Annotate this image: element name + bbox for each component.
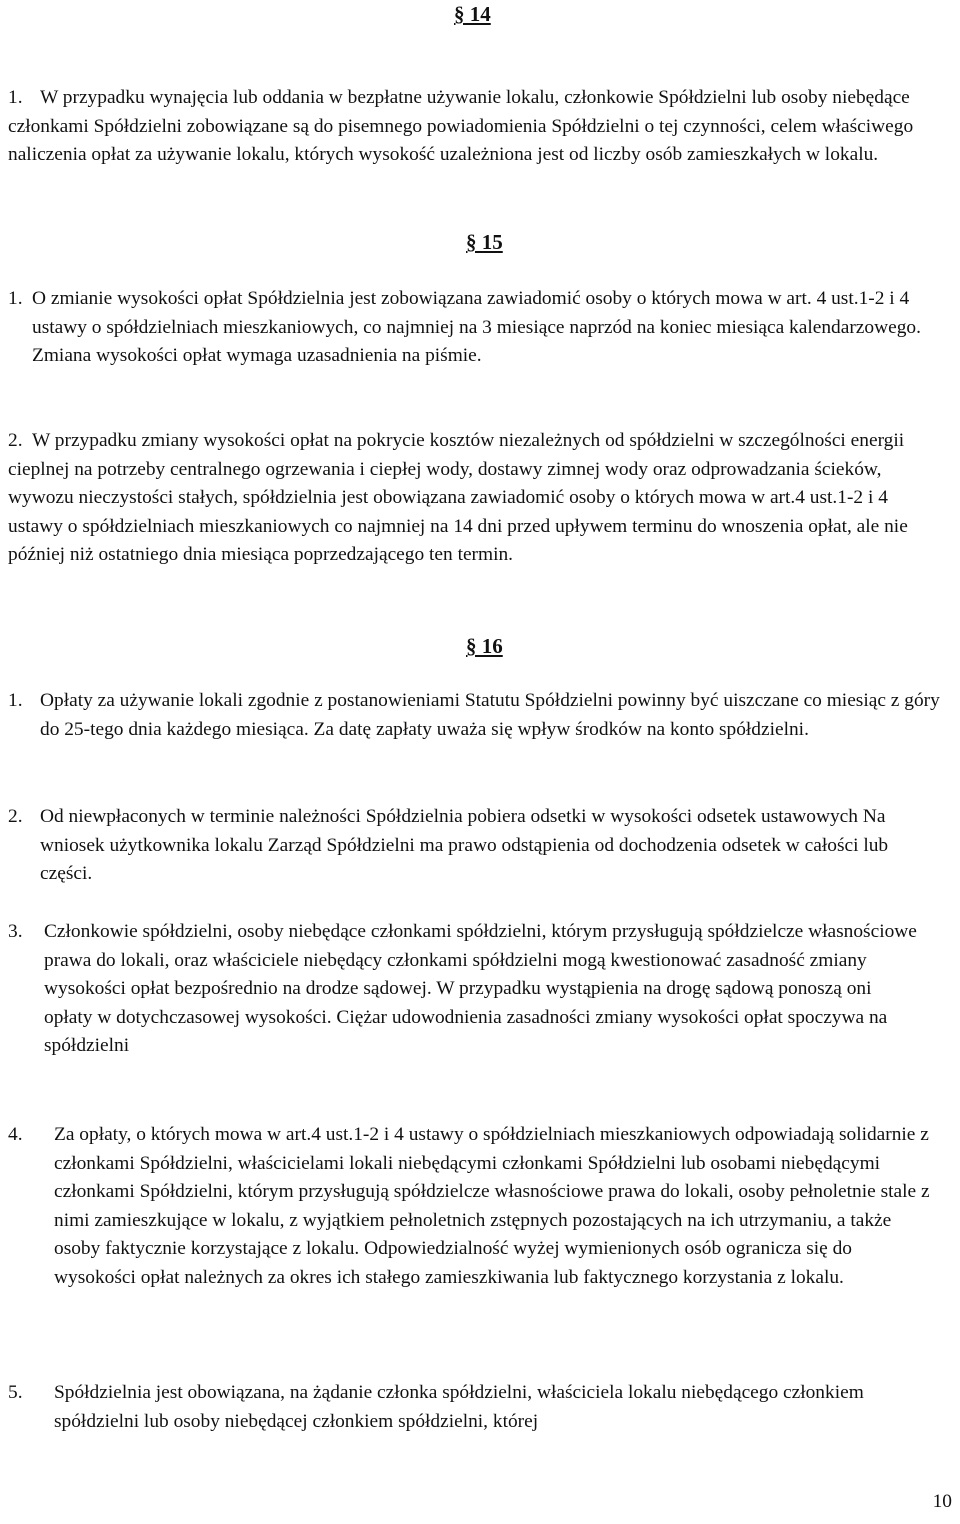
section-heading-16: § 16 [466, 634, 503, 658]
item-text: Za opłaty, o których mowa w art.4 ust.1-2 i 4 ustawy o spółdzielniach mieszkaniowych odpowiadają solidarnie z członkami Spółdzielni, właścicielami lokali niebędącymi członkami Spółdzielni lub osobami niebędącymi członkami Spółdzielni, którym przysługują spółdzielcze własnościowe prawa do lokali, osoby pełnoletnie stale z nimi zamieszkujące w lokalu, z wyjątkiem pełnoletnich zstępnych pozostających na ich utrzymaniu, a także osoby faktycznie korzystające z lokalu. Odpowiedzialność wyżej wymienionych osób ogranicza się do wysokości opłat należnych za okres ich stałego zamieszkiwania lub faktycznego korzystania z lokalu. [54, 1124, 930, 1288]
page-number: 10 [932, 1491, 952, 1512]
item-text-body: O zmianie wysokości opłat Spółdzielnia jest zobowiązana zawiadomić osoby o których mowa w art. 4 ust.1-2 i 4 ustawy o spółdzielniach mieszkaniowych, co najmniej na 3 miesiące naprzód na koniec miesiąca kalendarzowego. Zmiana wysokości opłat wymaga uzasadnienia na piśmie. [32, 288, 921, 367]
item-text [32, 285, 952, 371]
item-text: Od niewpłaconych w terminie należności Spółdzielnia pobiera odsetki w wysokości odsetek ustawowych Na wniosek użytkownika lokalu Zarząd Spółdzielni ma prawo odstąpienia od dochodzenia odsetek w całości lub części. [40, 806, 889, 885]
item-number: 2. [8, 806, 23, 827]
item-text: Członkowie spółdzielni, osoby niebędące członkami spółdzielni, którym przysługują spółdzielcze własnościowe prawa do lokali, oraz właściciele niebędący członkami spółdzielni mogą kwestionować zasadność zmiany wysokości opłat bezpośrednio na drodze sądowej. W przypadku wystąpienia na drogę sądową ponoszą oni opłaty w dotychczasowej wysokości. Ciężar udowodnienia zasadności zmiany wysokości opłat spoczywa na spółdzielni [44, 921, 917, 1057]
item-number: 5. [8, 1382, 23, 1403]
item-text: Spółdzielnia jest obowiązana, na żądanie członka spółdzielni, właściciela lokalu niebędącego członkiem spółdzielni lub osoby niebędącej członkiem spółdzielni, której [54, 1382, 864, 1432]
section-heading-14: § 14 [454, 2, 491, 26]
item-text [8, 84, 958, 170]
item-text: Opłaty za używanie lokali zgodnie z postanowieniami Statutu Spółdzielni powinny być uiszczane co miesiąc z góry do 25-tego dnia każdego miesiąca. Za datę zapłaty uważa się wpływ środków na konto spółdzielni. [40, 690, 940, 740]
item-text-body: W przypadku zmiany wysokości opłat na pokrycie kosztów niezależnych od spółdzielni w szczególności energii cieplnej na potrzeby centralnego ogrzewania i ciepłej wody, dostawy zimnej wody oraz odprowadzania ścieków, wywozu nieczystości stałych, spółdzielnia jest obowiązana zawiadomić osoby o których mowa w art.4 ust.1-2 i 4 ustawy o spółdzielniach mieszkaniowych co najmniej na 14 dni przed upływem terminu do wnoszenia opłat, ale nie później niż ostatniego dnia miesiąca poprzedzającego ten termin. [8, 430, 908, 566]
item-number: 4. [8, 1124, 23, 1145]
item-text-body: W przypadku wynajęcia lub oddania w bezpłatne używanie lokalu, członkowie Spółdzielni lub osoby niebędące członkami Spółdzielni zobowiązane są do pisemnego powiadomienia Spółdzielni o tej czynności, celem właściwego naliczenia opłat za używanie lokalu, których wysokość uzależniona jest od liczby osób zamieszkałych w lokalu. [8, 87, 914, 166]
item-number: 1. [8, 690, 23, 711]
section-heading-15: § 15 [466, 230, 503, 254]
item-text [8, 427, 952, 570]
item-number: 3. [8, 921, 23, 942]
item-number: 1. [8, 87, 23, 108]
item-number: 2. [8, 430, 23, 451]
item-number: 1. [8, 288, 23, 309]
